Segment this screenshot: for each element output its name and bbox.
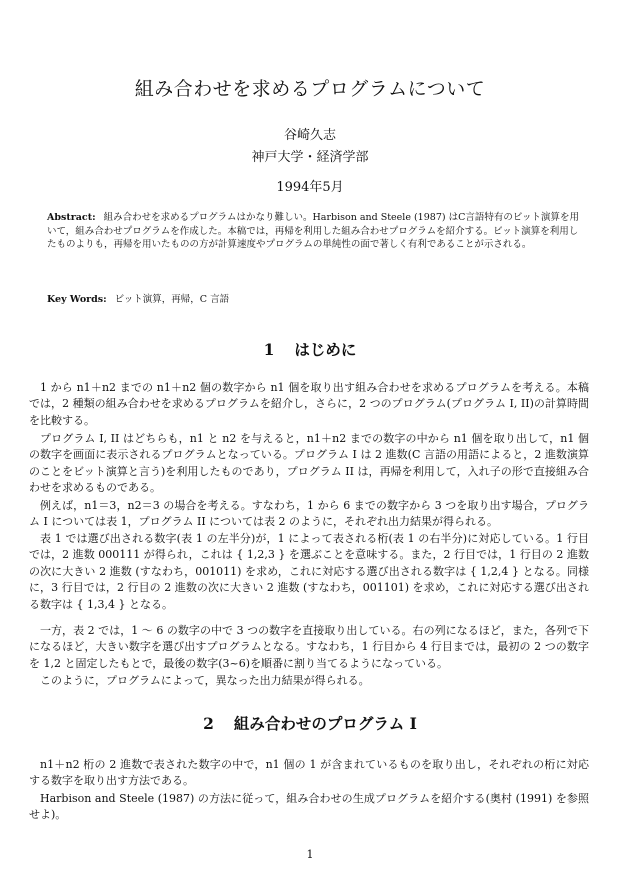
- section-1-paragraph: 例えば，n1＝3，n2＝3 の場合を考える。すなわち，1 から 6 までの数字から 3 つを取り出す場合，プログラム I については表 1，プログラム II については表 2 のように，それぞれ出力結果が得られる。: [29, 499, 589, 529]
- section-2-paragraph: Harbison and Steele (1987) の方法に従って，組み合わせの生成プログラムを紹介する(奥村 (1991) を参照せよ)。: [29, 792, 589, 822]
- author-name: 谷崎久志: [283, 128, 336, 143]
- publication-date: 1994年5月: [276, 180, 344, 195]
- section-1-paragraph: このように，プログラムによって，異なった出力結果が得られる。: [40, 674, 370, 687]
- section-1-heading: [0, 338, 620, 360]
- abstract-label: Abstract:: [47, 212, 96, 223]
- author-affiliation: 神戸大学・経済学部: [251, 150, 369, 165]
- section-1-paragraph: プログラム I, II はどちらも，n1 と n2 を与えると，n1＋n2 までの数字の中から n1 個を取り出して，n1 個の数字を画面に表示されるプログラムとなっている。プログラム I は 2 進数(C 言語の用語によると，2 進数演算のことをビット演算と言う)を利用したものであり，プログラム II は，再帰を利用して，入れ子の形で直接組み合わせを求めるものである。: [29, 432, 589, 495]
- abstract-text: 組み合わせを求めるプログラムはかなり難しい。Harbison and Steele (1987) はC言語特有のビット演算を用いて，組み合わせプログラムを作成した。本稿では，再帰を利用した組み合わせプログラムを紹介する。ビット演算を利用したものよりも，再帰を用いたものの方が計算速度やプログラムの単純性の面で著しく有利であることが示される。: [47, 212, 579, 251]
- abstract: [47, 211, 579, 252]
- section-1-paragraph: 表 1 では選び出される数字(表 1 の左半分)が，1 によって表される桁(表 1 の右半分)に対応している。1 行目では，2 進数 000111 が得られ，これは { 1,2,3 } を選ぶことを意味する。また，2 行目では，1 行目の 2 進数の次に大きい 2 進数 (すなわち，001011) を求め，これに対応する選び出される数字は { 1,2,4 } となる。同様に，3 行目では，2 行目の 2 進数の次に大きい 2 進数 (すなわち，001101) を求め，これに対応する選び出される数字は { 1,3,4 } となる。: [29, 532, 589, 611]
- page-number: 1: [306, 848, 314, 861]
- section-2-title: 組み合わせのプログラム I: [233, 714, 417, 733]
- section-1-paragraph: 一方，表 2 では，1 ～ 6 の数字の中で 3 つの数字を直接取り出している。右の列になるほど，また，各列で下になるほど，大きい数字を選び出すプログラムとなる。すなわち，1 行目から 4 行目までは，最初の 2 つの数字を 1,2 と固定したもとで，最後の数字(3~6)を順番に割り当てるようになっている。: [29, 624, 589, 670]
- keywords-label: Key Words:: [47, 294, 107, 305]
- section-1-number: 1: [263, 340, 275, 359]
- section-1-title: はじめに: [294, 340, 357, 359]
- section-1-paragraph: 1 から n1＋n2 までの n1＋n2 個の数字から n1 個を取り出す組み合わせを求めるプログラムを考える。本稿では，2 種類の組み合わせを求めるプログラムを紹介し，さらに，2 つのプログラム(プログラム I, II)の計算時間を比較する。: [29, 381, 589, 427]
- paper-title: 組み合わせを求めるプログラムについて: [134, 78, 486, 100]
- section-2-heading: [0, 712, 620, 734]
- keywords-text: ビット演算，再帰，C 言語: [114, 294, 230, 305]
- section-2-paragraph: n1＋n2 桁の 2 進数で表された数字の中で，n1 個の 1 が含まれているものを取り出し，それぞれの桁に対応する数字を取り出す方法である。: [29, 758, 589, 788]
- keywords: [47, 293, 579, 307]
- section-2-number: 2: [203, 714, 214, 733]
